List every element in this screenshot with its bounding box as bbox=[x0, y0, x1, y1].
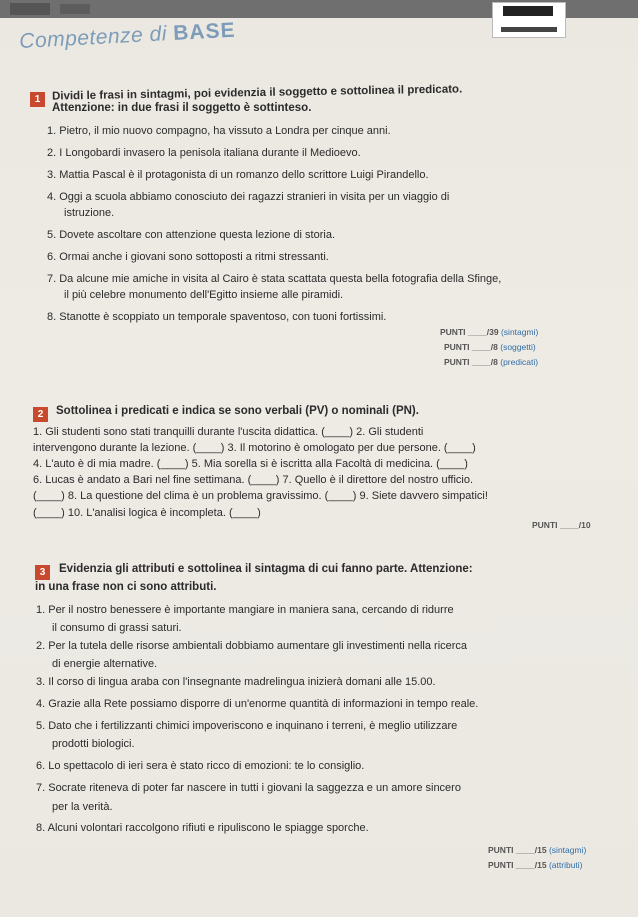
ex2-line: (____) 10. L'analisi logica è incompleta. (____) bbox=[33, 507, 261, 519]
ex2-score: PUNTI ____/10 bbox=[532, 520, 591, 530]
ex3-item-cont: di energie alternative. bbox=[52, 658, 158, 670]
exercise-2-number: 2 bbox=[33, 407, 48, 422]
exercise-3-number: 3 bbox=[35, 565, 50, 580]
exercise-1-note: Attenzione: in due frasi il soggetto è sottinteso. bbox=[52, 102, 312, 114]
ex3-score: PUNTI ____/15 (attributi) bbox=[488, 860, 583, 870]
scan-mark bbox=[10, 3, 50, 15]
ex1-item: 3. Mattia Pascal è il protagonista di un romanzo dello scrittore Luigi Pirandello. bbox=[47, 169, 429, 181]
title-prefix: Competenze di bbox=[18, 22, 168, 54]
publisher-strip bbox=[501, 27, 557, 32]
exercise-3-instruction-cont: in una frase non ci sono attributi. bbox=[35, 581, 217, 593]
ex1-score: PUNTI ____/39 (sintagmi) bbox=[440, 327, 539, 337]
ex1-item: 6. Ormai anche i giovani sono sottoposti a ritmi stressanti. bbox=[47, 251, 329, 263]
ex3-score: PUNTI ____/15 (sintagmi) bbox=[488, 845, 587, 855]
ex3-item-cont: il consumo di grassi saturi. bbox=[52, 622, 182, 634]
exercise-1-instruction: Dividi le frasi in sintagmi, poi evidenzia il soggetto e sottolinea il predicato. bbox=[51, 83, 463, 103]
ex2-line: intervengono durante la lezione. (____) 3. Il motorino è omologato per due persone. (____) bbox=[33, 442, 476, 454]
title-main: BASE bbox=[172, 18, 237, 45]
ex1-item-cont: il più celebre monumento dell'Egitto insieme alle piramidi. bbox=[64, 289, 344, 301]
exercise-3-instruction: Evidenzia gli attributi e sottolinea il sintagma di cui fanno parte. Attenzione: bbox=[59, 563, 473, 575]
ex3-item: 5. Dato che i fertilizzanti chimici impoveriscono e inquinano i terreni, è meglio utilizzare bbox=[36, 720, 458, 732]
ex3-item: 3. Il corso di lingua araba con l'insegnante madrelingua inizierà domani alle 15.00. bbox=[36, 676, 436, 688]
exercise-1-number: 1 bbox=[30, 92, 45, 107]
ex2-line: 6. Lucas è andato a Bari nel fine settimana. (____) 7. Quello è il direttore del nostro ufficio. bbox=[33, 474, 474, 486]
ex1-score: PUNTI ____/8 (soggetti) bbox=[444, 342, 536, 352]
ex3-item-cont: prodotti biologici. bbox=[52, 738, 135, 750]
page-title bbox=[19, 19, 236, 54]
scan-mark bbox=[60, 4, 90, 14]
ex3-item: 1. Per il nostro benessere è importante mangiare in maniera sana, cercando di ridurre bbox=[36, 604, 454, 616]
ex3-item-cont: per la verità. bbox=[52, 801, 113, 813]
ex3-item: 6. Lo spettacolo di ieri sera è stato ricco di emozioni: te lo consiglio. bbox=[36, 760, 365, 772]
ex1-item-cont: istruzione. bbox=[64, 207, 115, 219]
ex1-item: 8. Stanotte è scoppiato un temporale spaventoso, con tuoni fortissimi. bbox=[47, 311, 387, 323]
ex1-item: 1. Pietro, il mio nuovo compagno, ha vissuto a Londra per cinque anni. bbox=[47, 125, 391, 137]
ex1-item: 4. Oggi a scuola abbiamo conosciuto dei ragazzi stranieri in visita per un viaggio di bbox=[47, 191, 450, 203]
ex1-item: 2. I Longobardi invasero la penisola italiana durante il Medioevo. bbox=[47, 147, 361, 159]
ex3-item: 4. Grazie alla Rete possiamo disporre di un'enorme quantità di informazioni in tempo reale. bbox=[36, 698, 479, 710]
ex3-item: 7. Socrate riteneva di poter far nascere in tutti i giovani la saggezza e un amore sincero bbox=[36, 782, 461, 794]
ex1-item: 5. Dovete ascoltare con attenzione questa lezione di storia. bbox=[47, 229, 336, 241]
ex2-line: 1. Gli studenti sono stati tranquilli durante l'uscita didattica. (____) 2. Gli studenti bbox=[33, 426, 424, 438]
publisher-logo-icon bbox=[503, 6, 553, 16]
ex1-score: PUNTI ____/8 (predicati) bbox=[444, 357, 539, 367]
ex1-item: 7. Da alcune mie amiche in visita al Cairo è stata scattata questa bella fotografia della Sfinge, bbox=[47, 273, 502, 285]
ex2-line: (____) 8. La questione del clima è un problema gravissimo. (____) 9. Siete davvero simpatici! bbox=[33, 490, 488, 502]
publisher-logo-box bbox=[492, 2, 566, 38]
ex2-line: 4. L'auto è di mia madre. (____) 5. Mia sorella si è iscritta alla Facoltà di medicina. (____) bbox=[33, 458, 468, 470]
exercise-2-instruction: Sottolinea i predicati e indica se sono verbali (PV) o nominali (PN). bbox=[56, 405, 419, 417]
ex3-item: 8. Alcuni volontari raccolgono rifiuti e ripuliscono le spiagge sporche. bbox=[36, 822, 369, 834]
ex3-item: 2. Per la tutela delle risorse ambientali dobbiamo aumentare gli investimenti nella ricerca bbox=[36, 640, 468, 652]
